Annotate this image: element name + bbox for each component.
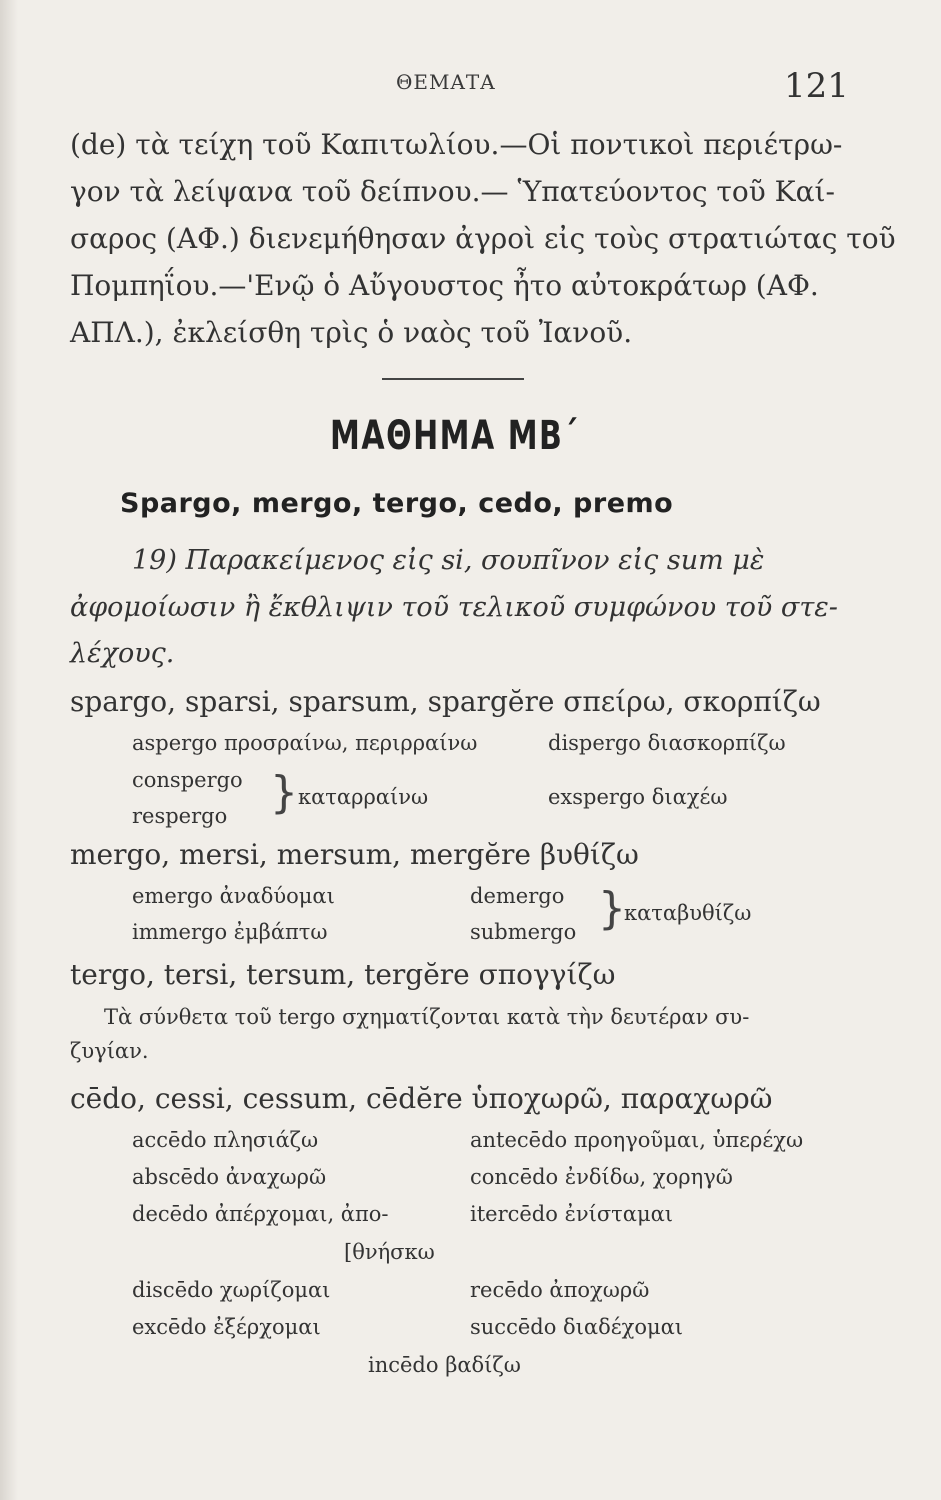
headword-tergo: tergo, tersi, tersum, tergĕre σπογγίζω	[70, 958, 616, 991]
grouping-brace: }	[598, 883, 626, 934]
compound-antecedo: antecēdo προηγοῦμαι, ὑπερέχω	[470, 1128, 804, 1152]
compound-excedo: excēdo ἐξέρχομαι	[132, 1315, 321, 1339]
grammar-rule-line: λέχους.	[70, 638, 175, 669]
intro-line: ΑΠΛ.), ἐκλείσθη τρὶς ὁ ναὸς τοῦ Ἰανοῦ.	[70, 316, 633, 349]
compound-abscedo: abscēdo ἀναχωρῶ	[132, 1165, 327, 1189]
page-number: 121	[784, 66, 849, 106]
compound-dispergo: dispergo διασκορπίζω	[548, 731, 786, 755]
compound-immergo: immergo ἐμβάπτω	[132, 920, 328, 944]
compound-incedo: incēdo βαδίζω	[368, 1353, 521, 1377]
intro-line: σαρος (ΑΦ.) διενεμήθησαν ἀγροὶ εἰς τοὺς στρατιώτας τοῦ	[70, 222, 896, 255]
section-divider	[382, 378, 524, 380]
compound-exspergo: exspergo διαχέω	[548, 785, 728, 809]
compound-emergo: emergo ἀναδύομαι	[132, 884, 335, 908]
page-gutter-shadow	[0, 0, 18, 1500]
tergo-note-line: ζυγίαν.	[70, 1039, 149, 1063]
compound-demergo: demergo	[470, 884, 565, 908]
intro-line: γον τὰ λείψανα τοῦ δείπνου.— Ὑπατεύοντος τοῦ Καί-	[70, 175, 835, 208]
compound-accedo: accēdo πλησιάζω	[132, 1128, 319, 1152]
compound-itercedo: itercēdo ἐνίσταμαι	[470, 1202, 674, 1226]
lesson-title: ΜΑΘΗΜΑ ΜΒ΄	[330, 413, 579, 459]
compound-concedo: concēdo ἐνδίδω, χορηγῶ	[470, 1165, 733, 1189]
compound-decedo: decēdo ἀπέρχομαι, ἀπο-	[132, 1202, 389, 1226]
intro-line: (de) τὰ τείχη τοῦ Καπιτωλίου.—Οἱ ποντικοὶ περιέτρω-	[70, 128, 843, 161]
grammar-rule-line: 19) Παρακείμενος εἰς si, σουπῖνον εἰς sum μὲ	[132, 545, 765, 576]
lesson-subtitle: Spargo, mergo, tergo, cedo, premo	[120, 488, 674, 519]
compound-succedo: succēdo διαδέχομαι	[470, 1315, 684, 1339]
headword-mergo: mergo, mersi, mersum, mergĕre βυθίζω	[70, 838, 639, 871]
compound-aspergo: aspergo προσραίνω, περιρραίνω	[132, 731, 478, 755]
tergo-note-line: Τὰ σύνθετα τοῦ tergo σχηματίζονται κατὰ τὴν δευτέραν συ-	[104, 1005, 750, 1029]
compound-respergo: respergo	[132, 804, 228, 828]
running-title: ΘΕΜΑΤΑ	[396, 70, 496, 94]
shared-meaning-katarraino: καταρραίνω	[298, 785, 429, 809]
grouping-brace: }	[270, 767, 298, 818]
compound-submergo: submergo	[470, 920, 577, 944]
shared-meaning-katavythizo: καταβυθίζω	[624, 901, 752, 925]
compound-conspergo: conspergo	[132, 768, 243, 792]
headword-cedo: cēdo, cessi, cessum, cēdĕre ὑποχωρῶ, παραχωρῶ	[70, 1082, 773, 1115]
intro-line: Πομπηΐου.—'Ενῷ ὁ Αὔγουστος ἦτο αὐτοκράτωρ (ΑΦ.	[70, 269, 819, 302]
compound-decedo-continuation: [θνήσκω	[344, 1240, 435, 1264]
headword-spargo: spargo, sparsi, sparsum, spargĕre σπείρω, σκορπίζω	[70, 685, 821, 718]
compound-recedo: recēdo ἀποχωρῶ	[470, 1278, 650, 1302]
grammar-rule-line: ἀφομοίωσιν ἢ ἔκθλιψιν τοῦ τελικοῦ συμφώνου τοῦ στε-	[70, 592, 838, 623]
compound-discedo: discēdo χωρίζομαι	[132, 1278, 331, 1302]
